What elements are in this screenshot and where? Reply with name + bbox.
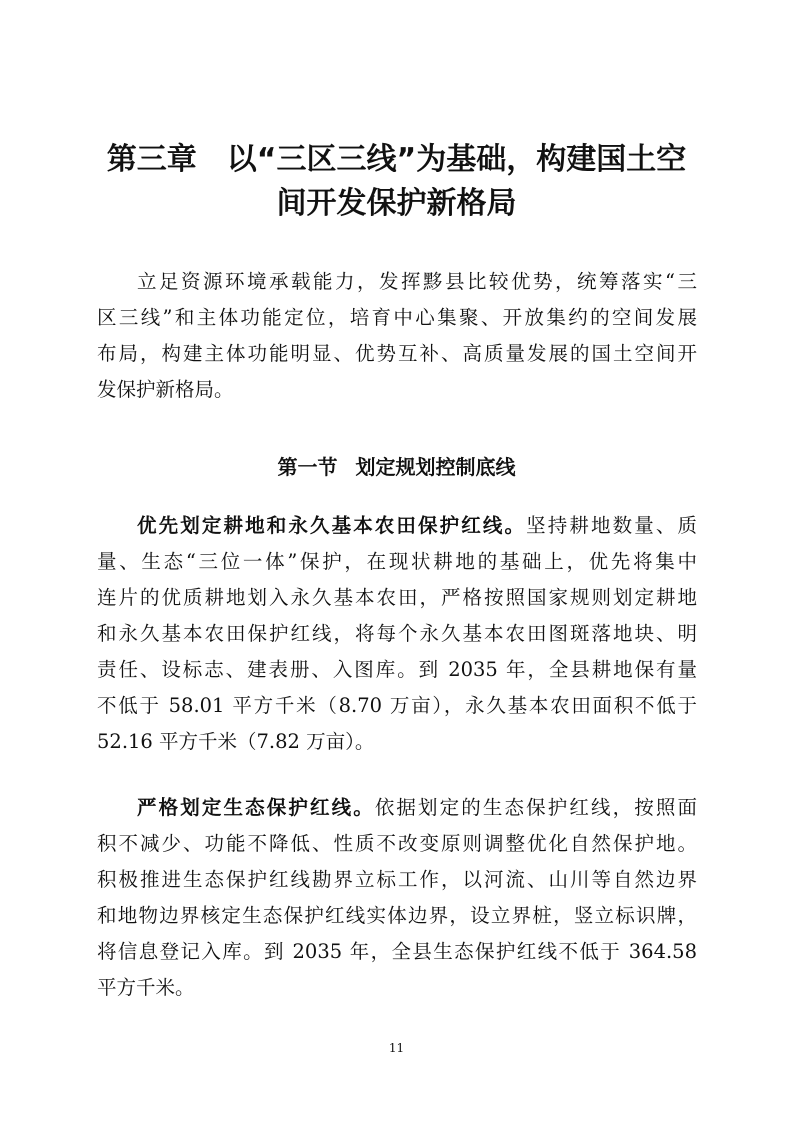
section-heading (0, 452, 793, 482)
farmland-line: 和永久基本农田保护红线，将每个永久基本农田图斑落地块、明 (97, 622, 697, 645)
paragraph-first-line (97, 508, 697, 544)
ecology-line: 和地物边界核定生态保护红线实体边界，设立界桩，竖立标识牌， (97, 904, 697, 927)
paragraph-first-line (97, 790, 697, 826)
chapter-title-line-1: 第三章 以“三区三线”为基础，构建国土空 (106, 142, 687, 177)
chapter-title (90, 138, 703, 226)
section-title: 划定规划控制底线 (355, 455, 516, 479)
intro-paragraph (97, 264, 697, 408)
intro-line: 区三线”和主体功能定位，培育中心集聚、开放集约的空间发展 (97, 306, 697, 329)
ecology-line: 积不减少、功能不降低、性质不改变原则调整优化自然保护地。 (97, 832, 697, 855)
farmland-line: 量、生态“三位一体”保护，在现状耕地的基础上，优先将集中 (97, 550, 697, 573)
intro-line: 布局，构建主体功能明显、优势互补、高质量发展的国土空间开 (97, 342, 697, 365)
chapter-title-line-2: 间开发保护新格局 (276, 186, 517, 221)
ecology-first-line-rest: 依据划定的生态保护红线，按照面 (374, 796, 697, 819)
ecology-line: 积极推进生态保护红线勘界立标工作，以河流、山川等自然边界 (97, 868, 697, 891)
farmland-line: 责任、设标志、建表册、入图库。到 2035 年，全县耕地保有量 (97, 658, 697, 681)
ecology-lead-sentence: 严格划定生态保护红线。 (137, 796, 375, 819)
farmland-lead-sentence: 优先划定耕地和永久基本农田保护红线。 (137, 514, 527, 537)
intro-line: 发保护新格局。 (97, 378, 234, 401)
page-number: 11 (388, 1041, 405, 1055)
farmland-first-line-rest: 坚持耕地数量、质 (526, 514, 697, 537)
farmland-line: 52.16 平方千米（7.82 万亩）。 (97, 730, 375, 753)
section-number: 第一节 (277, 455, 338, 479)
farmland-line: 连片的优质耕地划入永久基本农田，严格按照国家规则划定耕地 (97, 586, 697, 609)
farmland-paragraph (97, 508, 697, 760)
intro-line: 立足资源环境承载能力，发挥黟县比较优势，统筹落实“三 (137, 270, 697, 293)
ecology-line: 平方千米。 (97, 976, 195, 999)
farmland-line: 不低于 58.01 平方千米（8.70 万亩），永久基本农田面积不低于 (97, 694, 697, 717)
ecology-line: 将信息登记入库。到 2035 年，全县生态保护红线不低于 364.58 (97, 940, 697, 963)
ecology-paragraph (97, 790, 697, 1006)
